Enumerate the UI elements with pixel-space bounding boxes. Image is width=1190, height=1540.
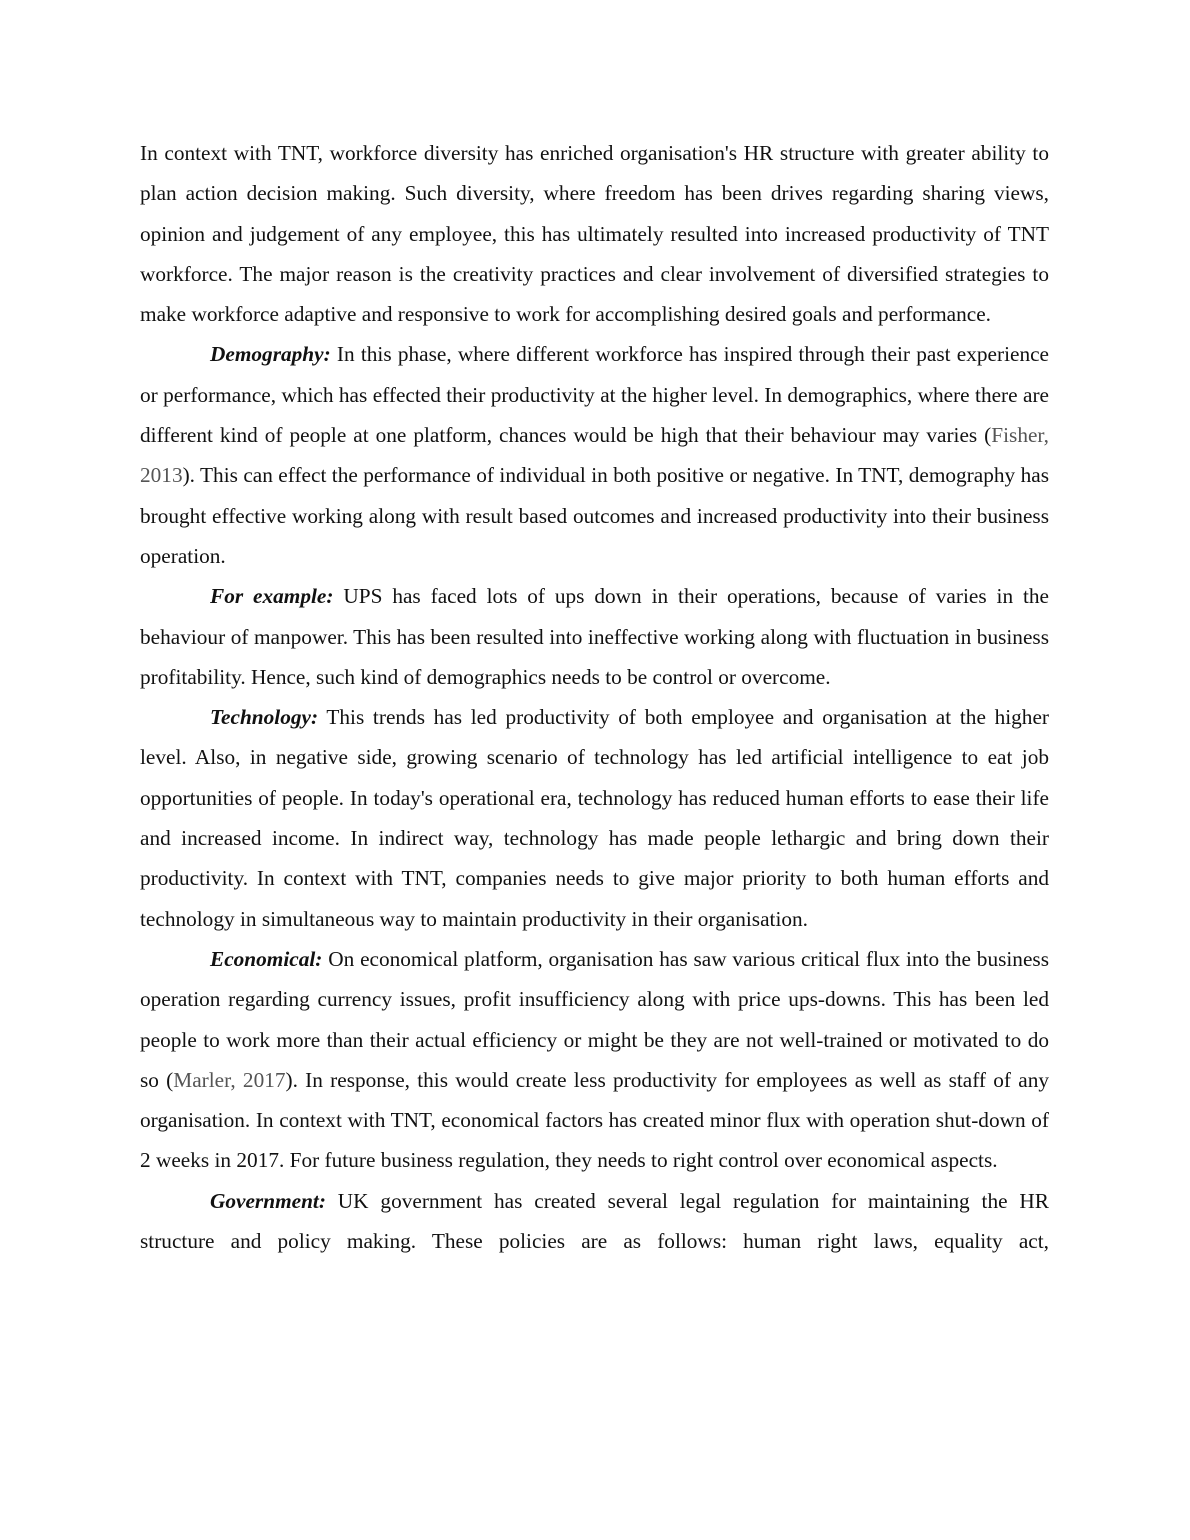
term-demography: Demography: (210, 342, 331, 367)
term-for-example: For example: (210, 584, 334, 609)
paragraph-government (140, 1181, 1049, 1262)
paragraph-intro: In context with TNT, workforce diversity has enriched organisation's HR structure with greater ability to plan action decision making. Such diversity, where freedom has been drives regarding sharing views, opinion and judgement of any employee, this has ultimately resulted into increased productivity of TNT workforce. The major reason is the creativity practices and clear involvement of diversified strategies to make workforce adaptive and responsive to work for accomplishing desired goals and performance. (140, 141, 1049, 327)
paragraph-technology (140, 697, 1049, 939)
term-economical: Economical: (210, 946, 323, 971)
economical-text-a: On economical platform, organisation has saw various critical flux into the business operation regarding currency issues, profit insufficiency along with price ups-downs. This has been led people to work more than their actual efficiency or might be they are not well-trained or motivated to do so ( (140, 946, 1049, 1092)
economical-text-b: ). In response, this would create less productivity for employees as well as staff of any organisation. In context with TNT, economical factors has created minor flux with operation shut-down of 2 weeks in 2017. For future business regulation, they needs to right control over economical aspects. (140, 1067, 1049, 1173)
citation-fisher: Fisher, 2013 (140, 423, 1049, 488)
example-text: UPS has faced lots of ups down in their operations, because of varies in the behaviour of manpower. This has been resulted into ineffective working along with fluctuation in business profitability. Hence, such kind of demographics needs to be control or overcome. (140, 584, 1050, 689)
demography-text-a: In this phase, where different workforce has inspired through their past experience or performance, which has effected their productivity at the higher level. In demographics, where there are different kind of people at one platform, chances would be high that their behaviour may varies ( (140, 342, 1049, 448)
document-page (140, 133, 1049, 1261)
government-text: UK government has created several legal regulation for maintaining the HR structure and policy making. These policies are as follows: human right laws, equality act, (140, 1188, 1049, 1254)
paragraph-economical (140, 939, 1049, 1181)
citation-marler: Marler, 2017 (173, 1067, 286, 1092)
technology-text: This trends has led productivity of both employee and organisation at the higher level. Also, in negative side, growing scenario of technology has led artificial intelligence to eat job opportunities of people. In today's operational era, technology has reduced human efforts to ease their life and increased income. In indirect way, technology has made people lethargic and bring down their productivity. In context with TNT, companies needs to give major priority to both human efforts and technology in simultaneous way to maintain productivity in their organisation. (140, 705, 1049, 931)
term-technology: Technology: (210, 705, 319, 730)
paragraph-demography (140, 334, 1049, 576)
paragraph-example (140, 576, 1049, 697)
term-government: Government: (210, 1188, 326, 1213)
demography-text-b: ). This can effect the performance of individual in both positive or negative. In TNT, demography has brought effective working along with result based outcomes and increased productivity into their business operation. (140, 463, 1049, 568)
